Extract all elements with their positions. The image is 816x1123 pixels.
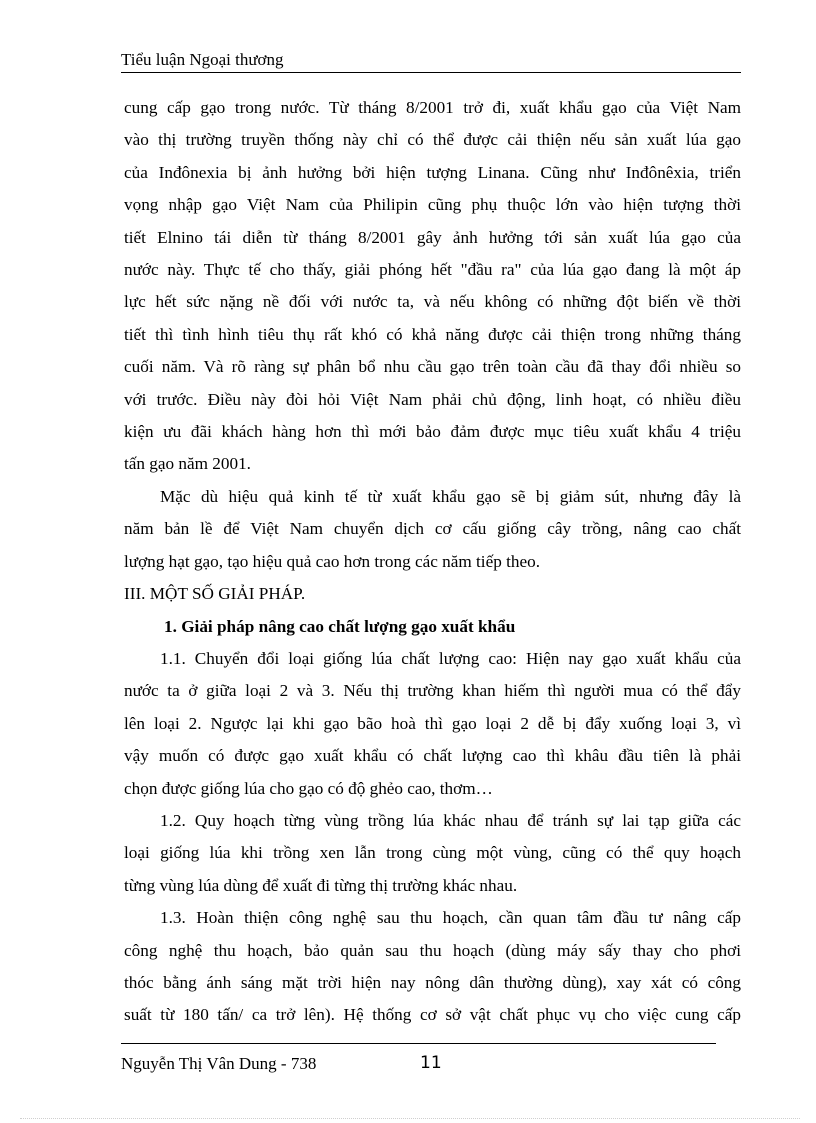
text-line: thóc bằng ánh sáng mặt trời hiện nay nông dân thường dùng), xay xát có công — [124, 972, 741, 992]
text-line: của Inđônexia bị ảnh hưởng bởi hiện tượng Linana. Cũng như Inđônêxia, triển — [124, 162, 741, 182]
paragraph-3 — [124, 643, 741, 805]
text-line: tấn gạo năm 2001. — [124, 454, 251, 474]
sub-heading: 1. Giải pháp nâng cao chất lượng gạo xuất khẩu — [164, 616, 516, 636]
paragraph-4 — [124, 805, 741, 902]
text-line: chọn được giống lúa cho gạo có độ ghẻo cao, thơm… — [124, 778, 493, 798]
text-line: 1.2. Quy hoạch từng vùng trồng lúa khác nhau để tránh sự lai tạp giữa các — [160, 810, 741, 830]
text-line: kiện ưu đãi khách hàng hơn thì mới bảo đảm được mục tiêu xuất khẩu 4 triệu — [124, 422, 741, 442]
text-line: suất từ 180 tấn/ ca trở lên). Hệ thống cơ sở vật chất phục vụ cho việc cung cấp — [124, 1005, 741, 1025]
paragraph-2 — [124, 481, 741, 578]
footer-author: Nguyễn Thị Vân Dung - 738 — [121, 1054, 317, 1073]
text-line: cung cấp gạo trong nước. Từ tháng 8/2001 trở đi, xuất khẩu gạo của Việt Nam — [124, 98, 741, 117]
body-text — [124, 92, 741, 1032]
text-line: lên loại 2. Ngược lại khi gạo bão hoà thì gạo loại 2 dễ bị đẩy xuống loại 3, vì — [124, 713, 741, 733]
page-bottom-edge — [20, 1118, 800, 1120]
text-line: lượng hạt gạo, tạo hiệu quả cao hơn trong các năm tiếp theo. — [124, 551, 540, 571]
text-line: Mặc dù hiệu quả kinh tế từ xuất khẩu gạo sẽ bị giảm sút, nhưng đây là — [160, 486, 741, 506]
text-line: vọng nhập gạo Việt Nam của Philipin cũng phụ thuộc lớn vào hiện tượng thời — [124, 195, 741, 215]
text-line: lực hết sức nặng nề đối với nước ta, và nếu không có những đột biến về thời — [124, 292, 741, 312]
footer-rule — [121, 1043, 716, 1044]
text-line: năm bản lề để Việt Nam chuyển dịch cơ cấu giống cây trồng, nâng cao chất — [124, 519, 741, 539]
text-line: 1.1. Chuyển đổi loại giống lúa chất lượng cao: Hiện nay gạo xuất khẩu của — [160, 648, 741, 668]
paragraph-1 — [124, 92, 741, 481]
section-heading: III. MỘT SỐ GIẢI PHÁP. — [124, 584, 306, 604]
text-line: công nghệ thu hoạch, bảo quản sau thu hoạch (dùng máy sấy thay cho phơi — [124, 940, 741, 960]
text-line: vậy muốn có được gạo xuất khẩu có chất lượng cao thì khâu đầu tiên là phải — [124, 746, 741, 766]
text-line: với trước. Điều này đòi hỏi Việt Nam phải chủ động, linh hoạt, có nhiều điều — [124, 389, 741, 409]
paragraph-5 — [124, 902, 741, 1032]
text-line: tiết thì tình hình tiêu thụ rất khó có khả năng được cải thiện trong những tháng — [124, 324, 741, 344]
text-line: từng vùng lúa dùng để xuất đi từng thị trường khác nhau. — [124, 875, 518, 895]
text-line: 1.3. Hoàn thiện công nghệ sau thu hoạch, cần quan tâm đầu tư nâng cấp — [160, 908, 741, 928]
page-number: 11 — [420, 1053, 442, 1073]
text-line: nước ta ở giữa loại 2 và 3. Nếu thị trường khan hiếm thì người mua có thể đẩy — [124, 681, 741, 701]
text-line: cuối năm. Và rõ ràng sự phân bổ nhu cầu gạo trên toàn cầu đã thay đổi nhiều so — [124, 357, 741, 377]
text-line: vào thị trường truyền thống này chỉ có thể được cải thiện nếu sản xuất lúa gạo — [124, 130, 741, 150]
page-header: Tiểu luận Ngoại thương — [121, 49, 741, 73]
text-line: tiết Elnino tái diễn từ tháng 8/2001 gây ảnh hưởng tới sản xuất lúa gạo của — [124, 227, 741, 247]
text-line: nước này. Thực tế cho thấy, giải phóng hết "đầu ra" của lúa gạo đang là một áp — [124, 260, 741, 280]
text-line: loại giống lúa khi trồng xen lẫn trong cùng một vùng, cũng có thể quy hoạch — [124, 843, 741, 863]
